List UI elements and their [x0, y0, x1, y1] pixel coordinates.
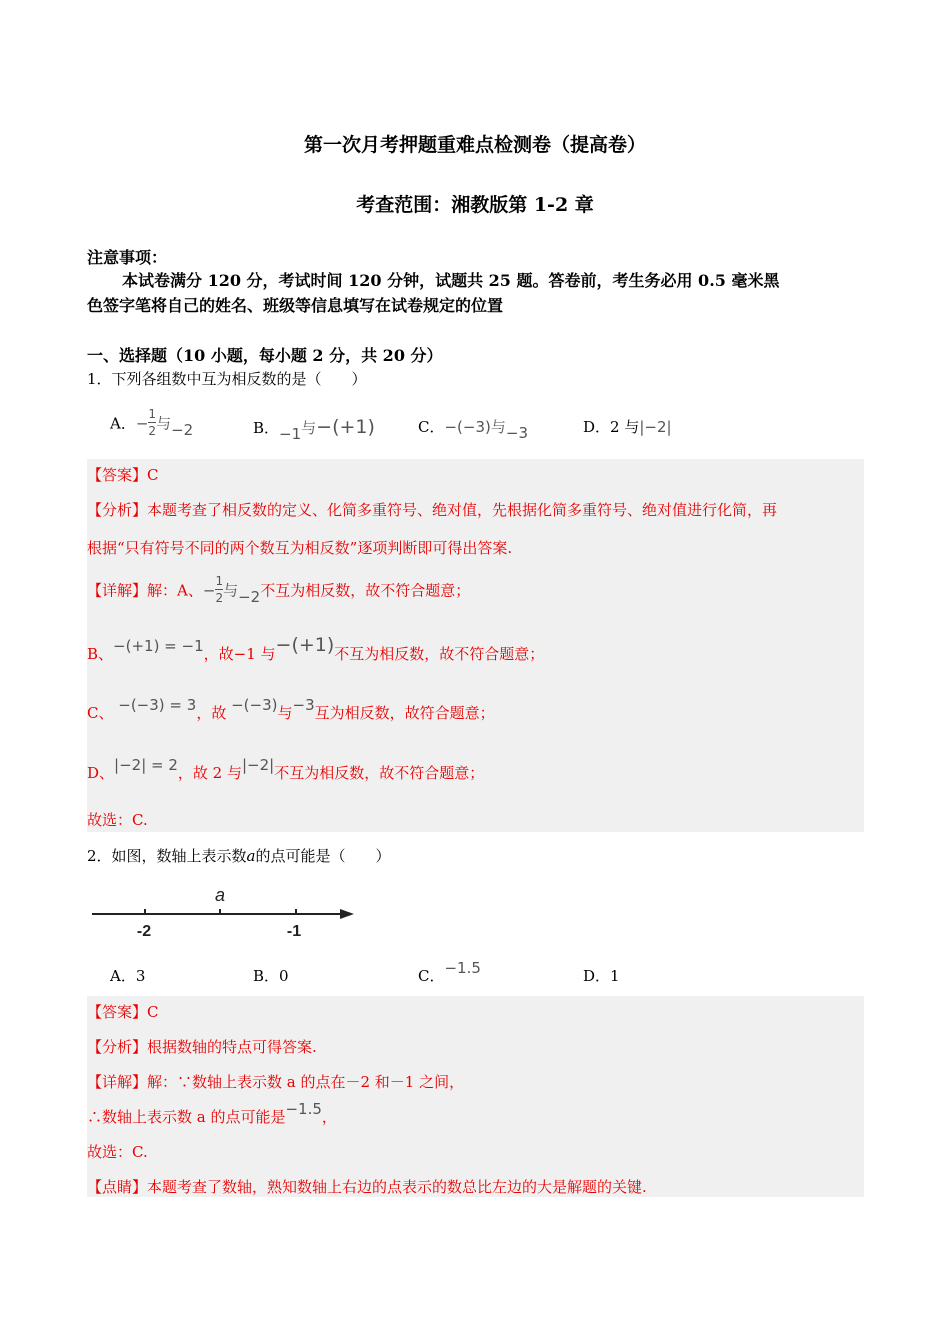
detail-text: 不互为相反数，故不符合题意； — [334, 645, 545, 663]
tick-label-minus-2: -2 — [136, 923, 152, 940]
q2-analysis: 【分析】根据数轴的特点可得答案. — [87, 1038, 317, 1056]
q2-option-a — [110, 965, 145, 986]
option-label: A． — [110, 414, 136, 433]
math-right: |−2| — [639, 418, 672, 436]
math-expression: |−2| — [242, 756, 275, 774]
q1-answer: 【答案】C — [87, 466, 159, 484]
section-heading: 一、选择题（10 小题，每小题 2 分，共 20 分） — [87, 346, 443, 365]
numerator: 1 — [215, 574, 224, 588]
q2-answer: 【答案】C — [87, 1003, 159, 1021]
math-value: −2 — [171, 420, 194, 439]
q1-analysis-line-2: 根据“只有符号不同的两个数互为相反数”逐项判断即可得出答案. — [87, 539, 513, 557]
math-left: −(−3) — [444, 418, 491, 436]
denominator: 2 — [215, 591, 224, 605]
q2-remark: 【点睛】本题考查了数轴，熟知数轴上右边的点表示的数总比左边的大是解题的关键. — [87, 1178, 647, 1196]
detail-text: ∴数轴上表示数 a 的点可能是 — [87, 1108, 286, 1126]
q2-option-b — [253, 965, 289, 986]
conjunction: 与 — [301, 419, 317, 437]
detail-text: 解：A、 — [147, 581, 203, 600]
q2-detail-2 — [87, 1100, 337, 1127]
detail-text: D、 — [87, 764, 115, 782]
math-expression: −(+1) = −1 — [113, 637, 204, 655]
point-a-label: a — [214, 885, 226, 905]
q1-option-d — [583, 416, 672, 437]
q1-analysis-line-1 — [87, 499, 777, 520]
variable: a — [246, 847, 256, 865]
math-expression: |−2| = 2 — [114, 756, 178, 774]
notice-line-2: 色签字笔将自己的姓名、班级等信息填写在试卷规定的位置 — [87, 296, 504, 315]
option-value: 0 — [279, 967, 289, 985]
detail-text: 不互为相反数，故不符合题意； — [260, 581, 471, 600]
detail-text: ，故 — [196, 704, 227, 722]
page-title: 第一次月考押题重难点检测卷（提高卷） — [303, 134, 646, 156]
q1-detail-d — [87, 756, 485, 783]
detail-text: 不互为相反数，故不符合题意； — [274, 764, 485, 782]
detail-tag: 【详解】 — [87, 581, 148, 600]
conjunction: 与 — [624, 418, 640, 436]
q2-solution-panel — [87, 996, 864, 1197]
numerator: 1 — [148, 407, 157, 421]
option-label: B． — [253, 967, 280, 985]
conjunction: 与 — [223, 581, 239, 600]
question-1-stem: 1．下列各组数中互为相反数的是（ ） — [87, 370, 367, 388]
option-value: 1 — [610, 967, 620, 985]
math-expression: −3 — [292, 696, 315, 714]
option-label: B． — [253, 419, 280, 437]
number-line-figure — [88, 880, 358, 942]
q1-option-a — [110, 407, 194, 439]
q2-option-c — [418, 959, 481, 986]
q1-option-c — [418, 416, 529, 442]
math-expression: −(−3) = 3 — [118, 696, 197, 714]
arrow-head-icon — [340, 909, 354, 919]
analysis-tag: 【分析】 — [87, 501, 148, 519]
minus-sign: − — [135, 414, 149, 433]
analysis-text: 本题考查了相反数的定义、化简多重符号、绝对值，先根据化简多重符号、绝对值进行化简，再 — [147, 501, 778, 519]
notice-heading: 注意事项： — [87, 248, 168, 267]
page-subtitle: 考查范围：湘教版第 1-2 章 — [356, 194, 594, 216]
detail-text: ， — [321, 1108, 337, 1126]
stem-text: 2．如图，数轴上表示数 — [87, 847, 247, 865]
notice-line-1: 本试卷满分 120 分，考试时间 120 分钟，试题共 25 题。答卷前，考生务必用 0.5 毫米黑 — [122, 271, 780, 290]
conjunction: 与 — [156, 414, 172, 433]
q1-detail-a — [87, 574, 471, 606]
detail-text: C、 — [87, 704, 114, 722]
q2-choose: 故选：C. — [87, 1143, 148, 1161]
q1-detail-b — [87, 634, 545, 664]
question-2-stem — [87, 845, 391, 866]
option-label: A． — [110, 967, 136, 985]
option-label: D． — [583, 967, 611, 985]
option-label: C． — [418, 967, 445, 985]
conjunction: 与 — [490, 418, 506, 436]
q1-solution-panel — [87, 459, 864, 832]
option-label: C． — [418, 418, 445, 436]
detail-text: ，故 2 与 — [177, 764, 242, 782]
detail-text: 互为相反数，故符合题意； — [314, 704, 495, 722]
detail-text: ，故−1 与 — [203, 645, 276, 663]
q2-option-d — [583, 965, 620, 986]
math-left: −1 — [279, 425, 302, 443]
q1-choose: 故选：C. — [87, 811, 148, 829]
q1-detail-c — [87, 696, 495, 723]
math-value: −2 — [238, 587, 261, 606]
math-left: 2 — [610, 418, 620, 436]
denominator: 2 — [148, 424, 157, 438]
fraction — [215, 575, 223, 604]
math-right: −(+1) — [316, 416, 375, 438]
q1-option-b — [253, 416, 375, 443]
tick-label-minus-1: -1 — [286, 923, 302, 940]
math-right: −3 — [505, 424, 529, 442]
option-value: −1.5 — [444, 959, 481, 977]
math-expression: −(+1) — [275, 634, 335, 656]
stem-text: 的点可能是（ ） — [255, 847, 391, 865]
option-value: 3 — [135, 967, 146, 985]
minus-sign: − — [202, 581, 216, 600]
fraction — [148, 408, 156, 437]
detail-text: B、 — [87, 645, 114, 663]
option-label: D． — [583, 418, 611, 436]
math-expression: −(−3) — [231, 696, 278, 714]
conjunction: 与 — [277, 704, 293, 722]
q2-detail-1: 【详解】解：∵数轴上表示数 a 的点在－2 和－1 之间， — [87, 1073, 465, 1091]
math-expression: −1.5 — [285, 1100, 322, 1118]
